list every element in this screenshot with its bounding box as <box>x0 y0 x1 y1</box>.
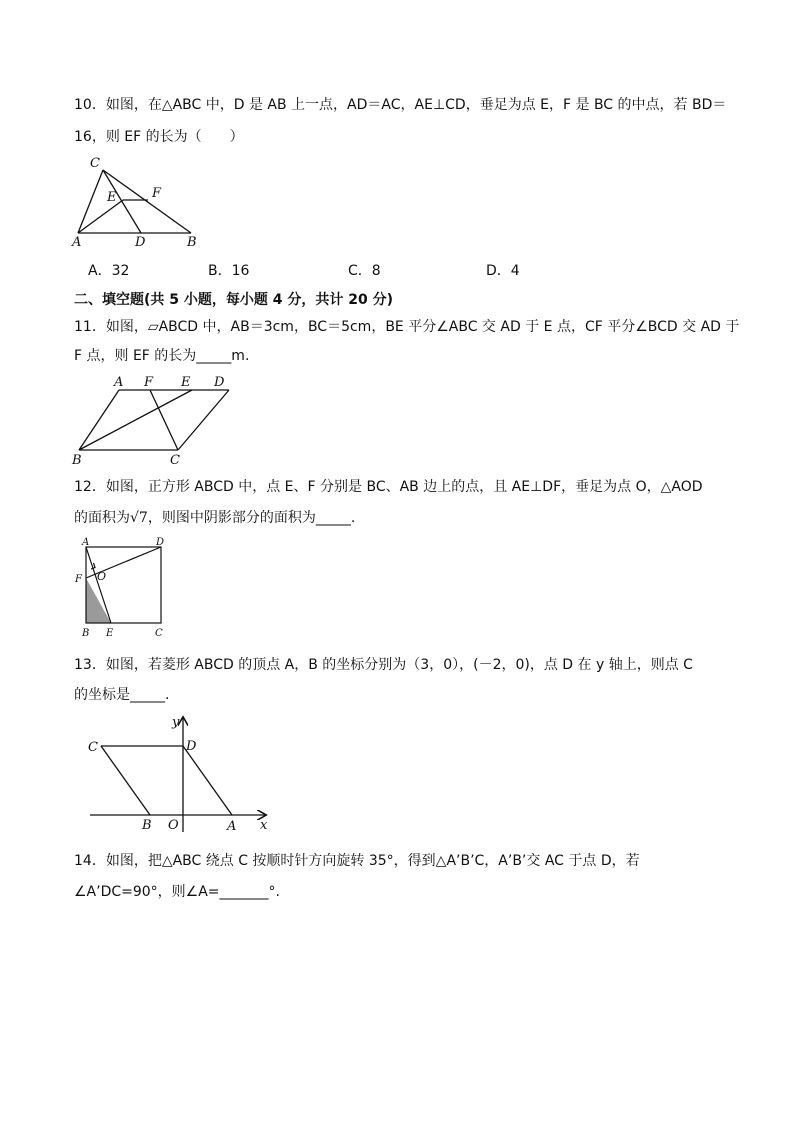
q11-segment-BE <box>79 390 192 450</box>
q12-label-A: A <box>82 537 90 548</box>
q11-label-E: E <box>181 375 191 390</box>
q10-text-line2: 16，则 EF 的长为（ ） <box>74 129 244 145</box>
q12-line2-suffix: ，则图中阴影部分的面积为_____. <box>147 510 356 526</box>
q13-text-line2: 的坐标是_____. <box>74 687 170 703</box>
q11-label-C: C <box>170 453 180 468</box>
q13-coordinate-figure <box>80 712 280 836</box>
q13-text-line1: 13．如图，若菱形 ABCD 的顶点 A，B 的坐标分别为（3，0），(－2，0)，点 D 在 y 轴上，则点 C <box>74 657 693 673</box>
q12-square-figure <box>70 535 180 640</box>
q12-label-D: D <box>156 537 165 548</box>
q10-label-F: F <box>152 186 162 201</box>
q11-label-A: A <box>114 375 124 390</box>
q12-label-C: C <box>155 628 163 639</box>
q11-parallelogram-figure <box>66 370 246 468</box>
q10-label-B: B <box>187 235 197 250</box>
q11-text-line2: F 点，则 EF 的长为_____m. <box>74 348 250 364</box>
q13-label-D: D <box>186 739 197 754</box>
q13-segment-CB <box>101 746 150 815</box>
q13-label-B: B <box>142 818 152 833</box>
q12-text-line1: 12．如图，正方形 ABCD 中，点 E、F 分别是 BC、AB 边上的点，且 AE⊥DF，垂足为点 O，△AOD <box>74 479 703 495</box>
q10-label-E: E <box>107 190 117 205</box>
q14-text-line2: ∠A’DC=90°，则∠A=_______°. <box>74 884 280 900</box>
q11-label-F: F <box>144 375 154 390</box>
q12-radical: √7 <box>130 510 148 526</box>
q10-option-a: A．32 <box>88 263 130 279</box>
q10-option-d: D．4 <box>486 263 520 279</box>
q13-label-O: O <box>168 818 179 833</box>
q13-label-C: C <box>88 740 98 755</box>
q13-segment-DA <box>183 746 232 815</box>
q11-label-D: D <box>214 375 225 390</box>
q13-label-y: y <box>172 715 180 730</box>
q11-segment-AB <box>79 390 119 450</box>
q12-text-line2 <box>74 509 355 527</box>
q12-label-E: E <box>106 628 114 639</box>
section-title: 二、填空题(共 5 小题，每小题 4 分，共计 20 分) <box>74 292 394 308</box>
q10-option-b: B．16 <box>208 263 250 279</box>
q10-text-line1: 10．如图，在△ABC 中，D 是 AB 上一点，AD＝AC，AE⊥CD，垂足为点 E，F 是 BC 的中点，若 BD＝ <box>74 97 727 113</box>
q11-label-B: B <box>72 453 82 468</box>
q12-line2-prefix: 的面积为 <box>74 510 130 526</box>
q10-option-c: C．8 <box>348 263 381 279</box>
q13-label-A: A <box>227 819 237 834</box>
q13-label-x: x <box>260 818 268 833</box>
q10-label-C: C <box>90 156 100 171</box>
q10-label-D: D <box>135 235 146 250</box>
q10-label-A: A <box>72 235 82 250</box>
q12-label-O: O <box>97 570 107 583</box>
q11-segment-CD <box>178 390 229 450</box>
q10-triangle-figure <box>66 150 216 250</box>
q11-text-line1: 11．如图，▱ABCD 中，AB＝3cm，BC＝5cm，BE 平分∠ABC 交 AD 于 E 点，CF 平分∠BCD 交 AD 于 <box>74 319 740 335</box>
q12-label-B: B <box>82 628 90 639</box>
q14-text-line1: 14．如图，把△ABC 绕点 C 按顺时针方向旋转 35°，得到△A’B’C，A’B’交 AC 于点 D，若 <box>74 853 640 869</box>
q12-label-F: F <box>75 574 82 585</box>
